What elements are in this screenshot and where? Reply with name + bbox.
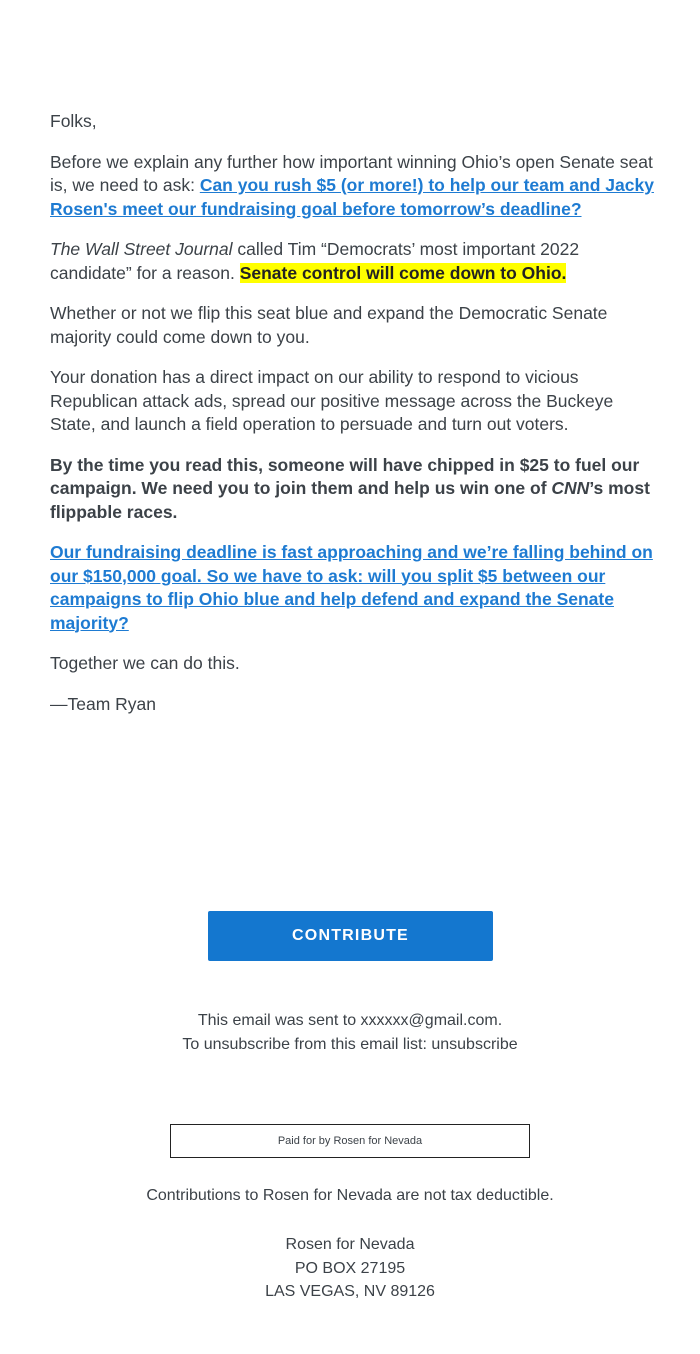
senate-control-highlight: Senate control will come down to Ohio.	[239, 262, 567, 283]
unsubscribe-link[interactable]: unsubscribe	[431, 1036, 518, 1053]
chipped-in-before: By the time you read this, someone will have chipped in $25 to fuel our campaign. We need you to join them and help us win one of	[50, 454, 640, 498]
paragraph-wsj	[50, 238, 655, 285]
contribute-button[interactable]: CONTRIBUTE	[208, 911, 493, 961]
address-line2: LAS VEGAS, NV 89126	[265, 1283, 435, 1300]
paragraph-donation-impact: Your donation has a direct impact on our ability to respond to vicious Republican attack ads, spread our positive message across the Buckeye State, and launch a field operation to persuade and turn out voters.	[50, 367, 614, 434]
greeting: Folks,	[50, 111, 97, 131]
unsubscribe-prefix: To unsubscribe from this email list:	[182, 1036, 432, 1053]
paragraph-chipped-in	[50, 454, 655, 525]
paragraph-flip-seat: Whether or not we flip this seat blue and expand the Democratic Senate majority could come down to you.	[50, 303, 608, 347]
sent-to-text: This email was sent to xxxxxx@gmail.com.	[197, 1012, 503, 1029]
publication-name: The Wall Street Journal	[50, 239, 233, 259]
rush-donation-link[interactable]: Can you rush $5 (or more!) to help our team and Jacky Rosen's meet our fundraising goal before tomorrow’s deadline?	[50, 175, 654, 219]
footer-sent-notice	[0, 1009, 700, 1057]
paragraph-deadline	[50, 541, 655, 635]
address-line1: PO BOX 27195	[294, 1259, 406, 1277]
split-donation-link[interactable]: Our fundraising deadline is fast approaching and we’re falling behind on our $150,000 goal. So we have to ask: will you split $5 between our campaigns to flip Ohio blue and help defend and expand the Senate majority?	[50, 542, 653, 633]
address-name: Rosen for Nevada	[285, 1236, 415, 1253]
outlet-name: CNN	[551, 478, 590, 498]
paragraph-ask	[50, 151, 655, 222]
tax-notice: Contributions to Rosen for Nevada are not tax deductible.	[146, 1187, 554, 1204]
chipped-in-after: ’s most flippable races.	[50, 478, 650, 522]
paragraph-together: Together we can do this.	[50, 653, 240, 673]
signoff: —Team Ryan	[50, 693, 157, 714]
paid-for-disclaimer: Paid for by Rosen for Nevada	[170, 1124, 530, 1158]
email-body	[50, 110, 655, 733]
mailing-address	[0, 1233, 700, 1304]
unsubscribe-line	[0, 1033, 700, 1057]
cta-container	[208, 911, 493, 961]
paragraph-wsj-text: called Tim “Democrats’ most important 2022 candidate” for a reason.	[50, 239, 580, 283]
paragraph-ask-text: Before we explain any further how important winning Ohio’s open Senate seat is, we need to ask:	[50, 151, 653, 195]
